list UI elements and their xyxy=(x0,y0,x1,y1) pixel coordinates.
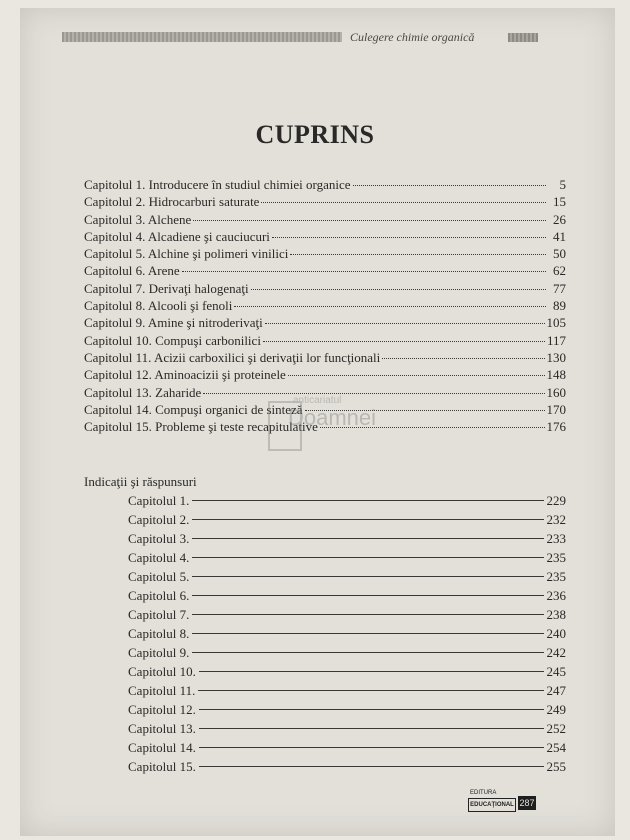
toc-row xyxy=(84,262,566,279)
answers-page-number: 252 xyxy=(546,721,566,736)
toc-chapter-label: Capitolul 14. Compuşi organici de sinteză xyxy=(84,401,303,417)
answers-leader-line xyxy=(192,614,543,615)
answers-row xyxy=(128,624,566,643)
toc-chapter-label: Capitolul 2. Hidrocarburi saturate xyxy=(84,194,260,210)
answers-leader-line xyxy=(192,519,543,520)
answers-page-number: 255 xyxy=(546,759,566,774)
answers-row xyxy=(128,605,566,624)
answers-page-number: 235 xyxy=(546,550,566,565)
answers-page-number: 235 xyxy=(546,569,566,584)
toc-leader-dots xyxy=(290,254,546,255)
toc-row xyxy=(84,176,566,193)
toc-row xyxy=(84,211,566,228)
answers-chapter-label: Capitolul 15. xyxy=(128,759,196,774)
toc-leader-dots xyxy=(193,220,546,221)
running-header: Culegere chimie organică xyxy=(350,30,475,44)
answers-leader-line xyxy=(192,538,543,539)
answers-chapter-label: Capitolul 9. xyxy=(128,645,190,660)
toc-row xyxy=(84,332,566,349)
answers-leader-line xyxy=(192,633,543,634)
toc-chapter-label: Capitolul 6. Arene xyxy=(84,263,180,279)
watermark-big-text: Doamnei xyxy=(288,405,377,430)
answers-chapter-label: Capitolul 10. xyxy=(128,664,196,679)
toc-leader-dots xyxy=(203,393,544,394)
answers-row xyxy=(128,719,566,738)
page-number: 287 xyxy=(519,798,535,808)
toc-page-number: 117 xyxy=(546,332,566,348)
toc-row xyxy=(84,366,566,383)
answers-leader-line xyxy=(192,652,543,653)
toc-chapter-label: Capitolul 10. Compuşi carbonilici xyxy=(84,332,261,348)
toc-page-number: 170 xyxy=(546,401,566,417)
page-title: CUPRINS xyxy=(255,120,375,149)
answers-section-title: Indicaţii şi răspunsuri xyxy=(84,474,197,489)
answers-page-number: 249 xyxy=(546,702,566,717)
toc-chapter-label: Capitolul 11. Acizii carboxilici şi derivaţii lor funcţionali xyxy=(84,349,381,365)
toc-chapter-label: Capitolul 12. Aminoacizii şi proteinele xyxy=(84,367,286,383)
answers-page-number: 254 xyxy=(546,740,566,755)
toc-row xyxy=(84,280,566,297)
answers-chapter-label: Capitolul 5. xyxy=(128,569,190,584)
toc-page-number: 5 xyxy=(559,177,566,192)
answers-chapter-label: Capitolul 1. xyxy=(128,493,190,508)
answers-chapter-label: Capitolul 14. xyxy=(128,740,196,755)
answers-chapter-label: Capitolul 2. xyxy=(128,512,190,527)
toc-leader-dots xyxy=(353,185,546,186)
answers-row xyxy=(128,757,566,776)
publisher-name: EDUCAŢIONAL xyxy=(468,798,516,812)
answers-page-number: 232 xyxy=(546,512,566,527)
toc-leader-dots xyxy=(382,358,544,359)
answers-page-number: 233 xyxy=(546,531,566,546)
header-decorative-tail xyxy=(508,33,538,42)
answers-row xyxy=(128,567,566,586)
toc-leader-dots xyxy=(272,237,546,238)
toc-leader-dots xyxy=(261,202,546,203)
answers-leader-line xyxy=(192,557,543,558)
answers-list xyxy=(128,491,566,776)
answers-row xyxy=(128,491,566,510)
toc-page-number: 50 xyxy=(553,246,566,262)
answers-page-number: 236 xyxy=(546,588,566,603)
answers-page-number: 245 xyxy=(546,664,566,679)
toc-chapter-label: Capitolul 1. Introducere în studiul chimiei organice xyxy=(84,177,351,192)
answers-page-number: 238 xyxy=(546,607,566,622)
toc-row xyxy=(84,349,566,366)
answers-chapter-label: Capitolul 4. xyxy=(128,550,190,565)
toc-page-number: 15 xyxy=(553,194,566,210)
answers-row xyxy=(128,548,566,567)
toc-leader-dots xyxy=(265,323,545,324)
toc-page-number: 176 xyxy=(546,419,566,435)
toc-chapter-label: Capitolul 15. Probleme şi teste recapitulative xyxy=(84,419,318,435)
toc-chapter-label: Capitolul 7. Derivaţi halogenaţi xyxy=(84,280,249,296)
answers-leader-line xyxy=(199,747,544,748)
answers-row xyxy=(128,510,566,529)
toc-leader-dots xyxy=(182,271,546,272)
toc-leader-dots xyxy=(234,306,546,307)
toc-leader-dots xyxy=(288,375,545,376)
answers-page-number: 247 xyxy=(546,683,566,698)
toc-chapter-label: Capitolul 8. Alcooli şi fenoli xyxy=(84,298,233,314)
answers-row xyxy=(128,700,566,719)
toc-page-number: 41 xyxy=(553,228,566,244)
toc-page-number: 77 xyxy=(553,280,566,296)
toc-row xyxy=(84,314,566,331)
watermark-small-text: anticariatul xyxy=(293,395,342,406)
toc-page-number: 160 xyxy=(546,384,566,400)
publisher-top-text: EDITURA xyxy=(470,790,497,796)
toc-leader-dots xyxy=(263,341,545,342)
answers-chapter-label: Capitolul 13. xyxy=(128,721,196,736)
answers-row xyxy=(128,643,566,662)
toc-row xyxy=(84,193,566,210)
publisher-logo xyxy=(468,790,534,812)
answers-row xyxy=(128,738,566,757)
answers-row xyxy=(128,681,566,700)
answers-chapter-label: Capitolul 7. xyxy=(128,607,190,622)
toc-page-number: 62 xyxy=(553,263,566,279)
toc-leader-dots xyxy=(251,289,546,290)
toc-page-number: 105 xyxy=(546,315,566,331)
answers-row xyxy=(128,529,566,548)
answers-row xyxy=(128,662,566,681)
answers-leader-line xyxy=(192,595,543,596)
toc-page-number: 148 xyxy=(546,367,566,383)
answers-leader-line xyxy=(199,671,544,672)
answers-leader-line xyxy=(199,766,544,767)
answers-leader-line xyxy=(198,690,543,691)
answers-leader-line xyxy=(192,500,543,501)
answers-chapter-label: Capitolul 3. xyxy=(128,531,190,546)
toc-page-number: 26 xyxy=(553,211,566,227)
answers-chapter-label: Capitolul 6. xyxy=(128,588,190,603)
answers-page-number: 242 xyxy=(546,645,566,660)
toc-row xyxy=(84,297,566,314)
toc-chapter-label: Capitolul 3. Alchene xyxy=(84,211,192,227)
toc-page-number: 130 xyxy=(546,349,566,365)
toc-row xyxy=(84,245,566,262)
answers-leader-line xyxy=(192,576,543,577)
answers-row xyxy=(128,586,566,605)
toc-chapter-label: Capitolul 5. Alchine şi polimeri vinilici xyxy=(84,246,289,262)
answers-chapter-label: Capitolul 8. xyxy=(128,626,190,641)
toc-page-number: 89 xyxy=(553,298,566,314)
watermark-logo xyxy=(268,395,398,451)
toc-row xyxy=(84,228,566,245)
answers-page-number: 229 xyxy=(546,493,566,508)
answers-page-number: 240 xyxy=(546,626,566,641)
answers-chapter-label: Capitolul 12. xyxy=(128,702,196,717)
toc-chapter-label: Capitolul 4. Alcadiene şi cauciucuri xyxy=(84,228,270,244)
toc-chapter-label: Capitolul 13. Zaharide xyxy=(84,384,202,400)
header-decorative-bar xyxy=(62,32,342,42)
toc-chapter-label: Capitolul 9. Amine şi nitroderivaţi xyxy=(84,315,263,331)
answers-chapter-label: Capitolul 11. xyxy=(128,683,196,698)
answers-leader-line xyxy=(199,728,544,729)
answers-leader-line xyxy=(199,709,544,710)
